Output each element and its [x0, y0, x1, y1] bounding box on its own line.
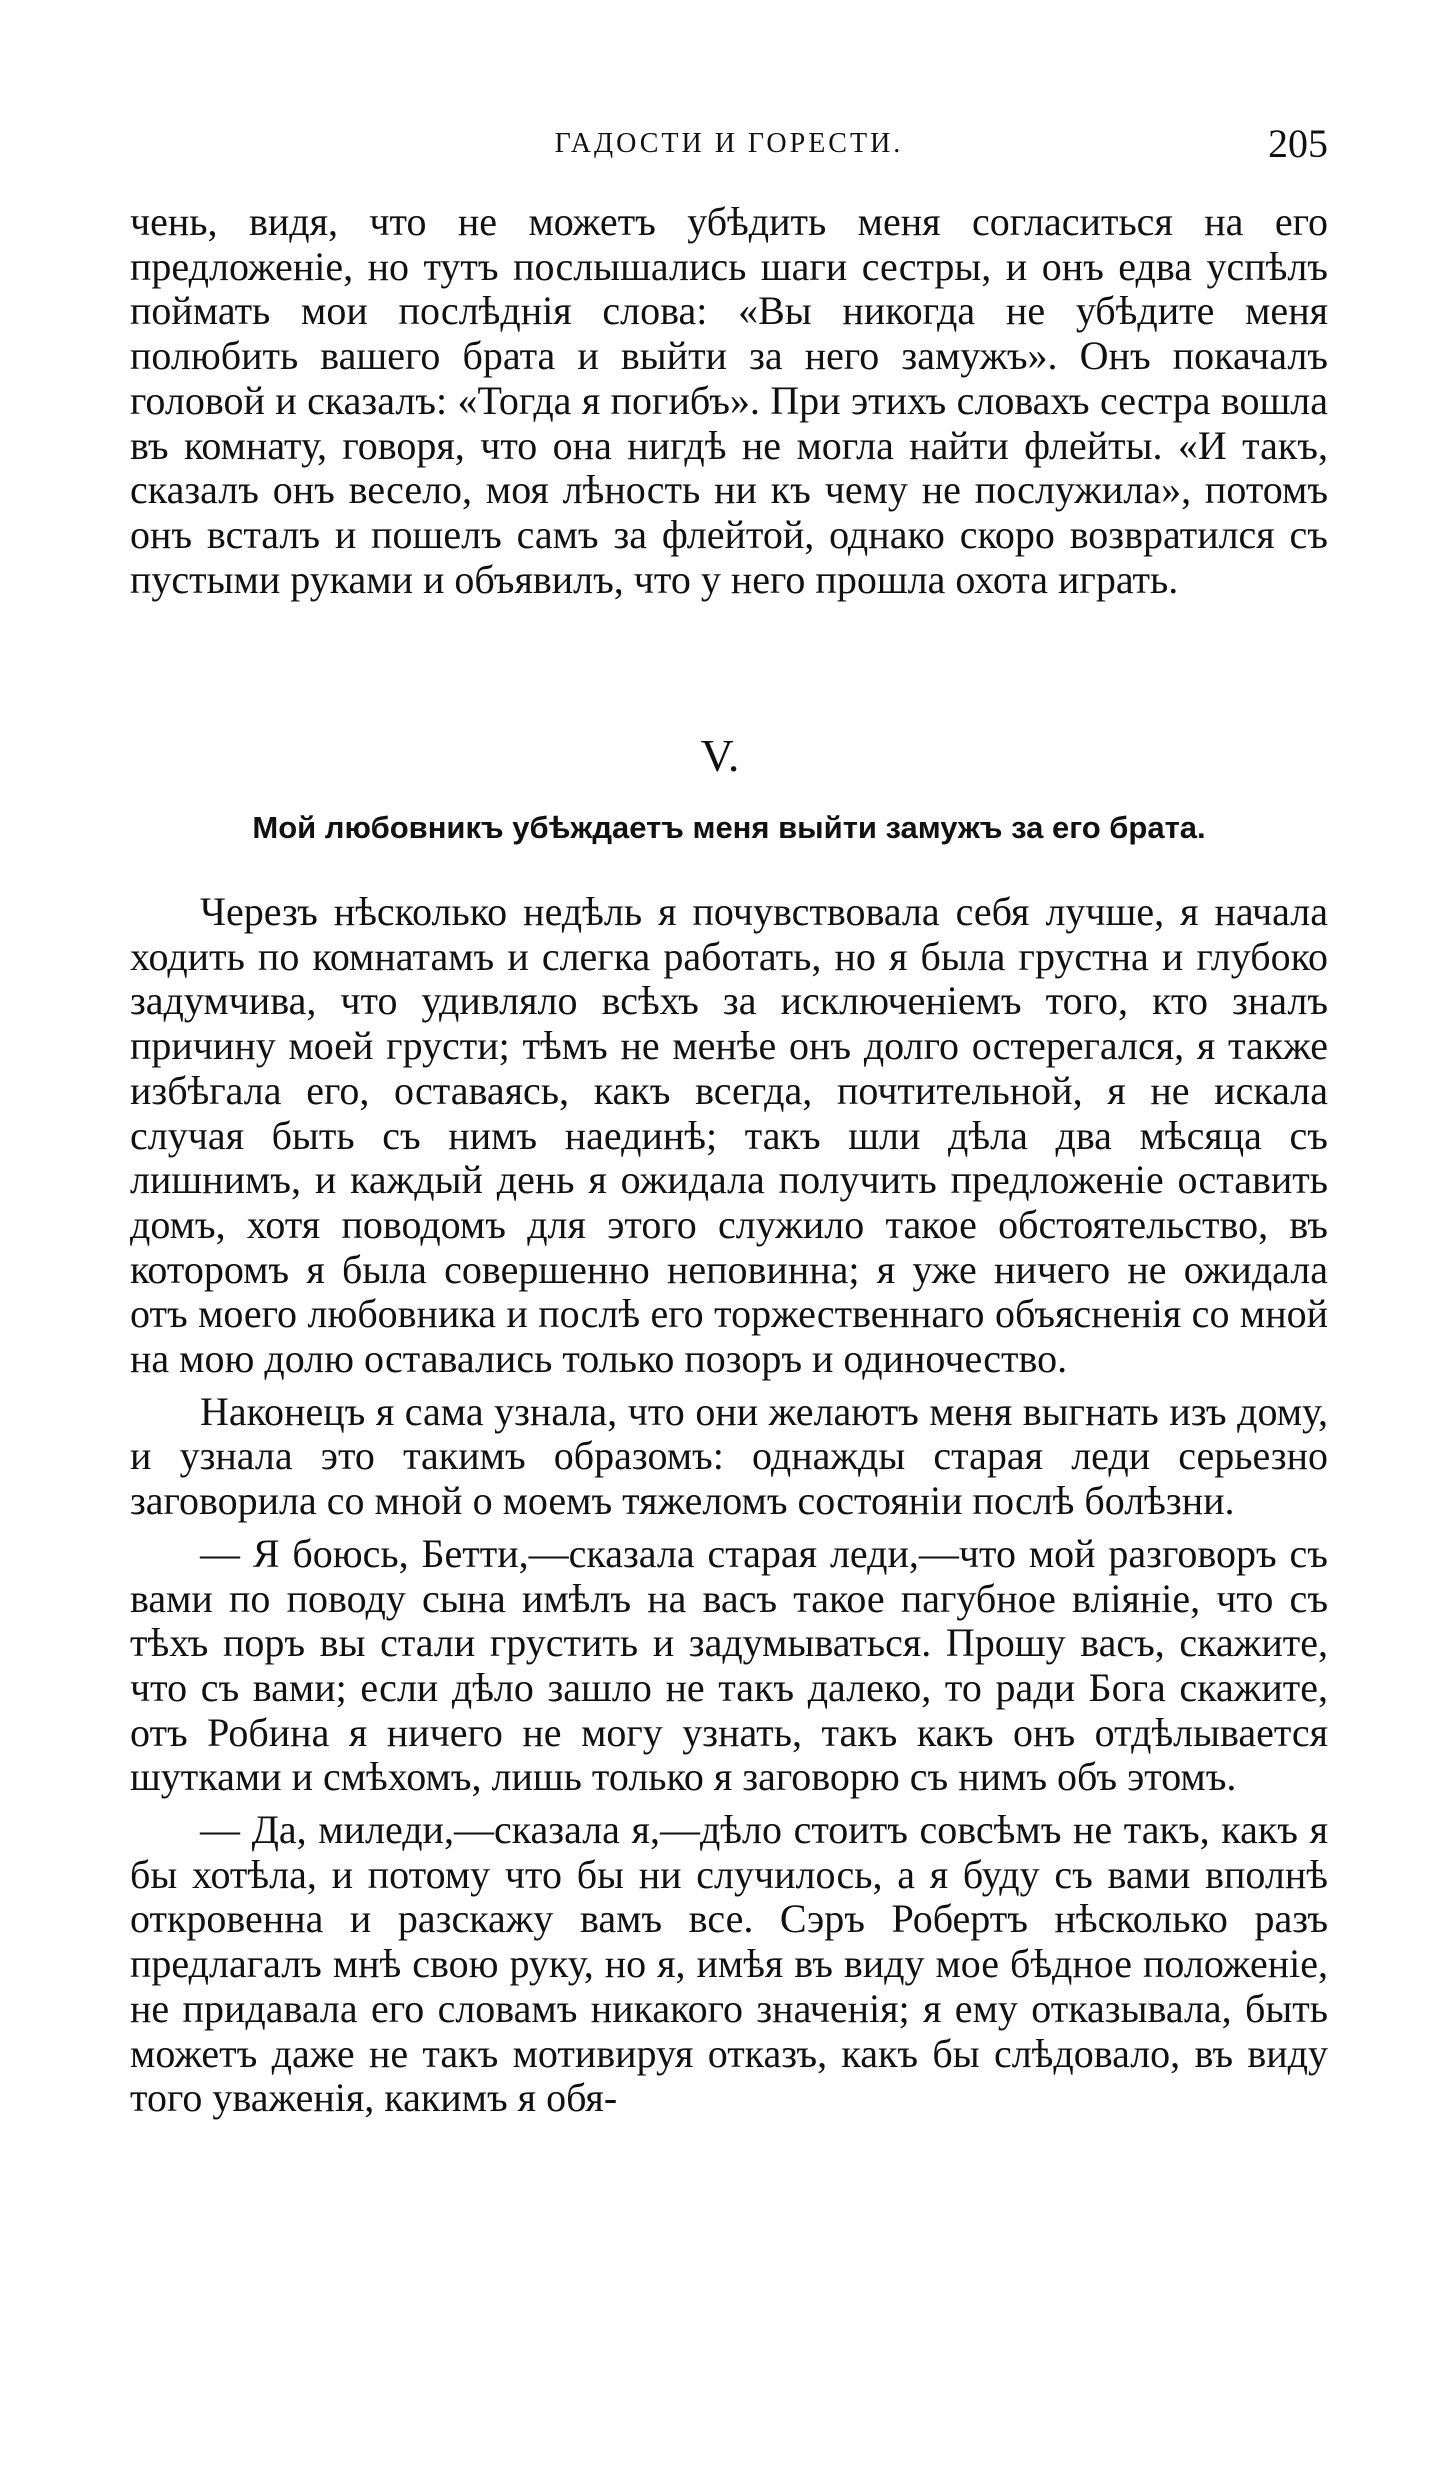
- chapter-title: Мой любовникъ убѣждаетъ меня выйти замужъ за его брата.: [252, 810, 1206, 845]
- running-header: [130, 122, 1328, 166]
- paragraph: — Да, миледи,—сказала я,—дѣло стоитъ совсѣмъ не такъ, какъ я бы хотѣла, и потому что бы ни случилось, а я буду съ вами вполнѣ откровенна и разскажу вамъ все. Сэръ Робертъ нѣсколько разъ предлагалъ мнѣ свою руку, но я, имѣя въ виду мое бѣдное положеніе, не придавала его словамъ никакого значенія; я ему отказывала, быть можетъ даже не такъ мотивируя отказъ, какъ бы слѣдовало, въ виду того уваженія, какимъ я обя-: [130, 1807, 1328, 2121]
- text-block-continuation: [130, 200, 1328, 602]
- paragraph: Черезъ нѣсколько недѣль я почувствовала себя лучше, я начала ходить по комнатамъ и слегка работать, но я была грустна и глубоко задумчива, что удивляло всѣхъ за исключеніемъ того, кто зналъ причину моей грусти; тѣмъ не менѣе онъ долго остерегался, я также избѣгала его, оставаясь, какъ всегда, почтительной, я не искала случая быть съ нимъ наединѣ; такъ шли дѣла два мѣсяца съ лишнимъ, и каждый день я ожидала получить предложеніе оставить домъ, хотя поводомъ для этого служило такое обстоятельство, въ которомъ я была совершенно неповинна; я уже ничего не ожидала отъ моего любовника и послѣ его торжественнаго объясненія со мной на мою долю оставались только позоръ и одиночество.: [130, 889, 1328, 1382]
- chapter-number: V.: [700, 730, 740, 781]
- text-block-chapter: [130, 890, 1328, 2129]
- page-number: 205: [1268, 121, 1328, 166]
- paragraph: Наконецъ я сама узнала, что они желаютъ меня выгнать изъ дому, и узнала это такимъ образомъ: однажды старая леди серьезно заговорила со мной о моемъ тяжеломъ состояніи послѣ болѣзни.: [130, 1388, 1328, 1524]
- running-title: ГАДОСТИ И ГОРЕСТИ.: [554, 128, 904, 159]
- paragraph-continuation: чень, видя, что не можетъ убѣдить меня согласиться на его предложеніе, но тутъ послышались шаги сестры, и онъ едва успѣлъ поймать мои послѣднія слова: «Вы никогда не убѣдите меня полюбить вашего брата и выйти за него замужъ». Онъ покачалъ головой и сказалъ: «Тогда я погибъ». При этихъ словахъ сестра вошла въ комнату, говоря, что она нигдѣ не могла найти флейты. «И такъ, сказалъ онъ весело, моя лѣность ни къ чему не послужила», потомъ онъ всталъ и пошелъ самъ за флейтой, однако скоро возвратился съ пустыми руками и объявилъ, что у него прошла охота играть.: [130, 199, 1328, 602]
- paragraph: — Я боюсь, Бетти,—сказала старая леди,—что мой разговоръ съ вами по поводу сына имѣлъ на васъ такое пагубное вліяніе, что съ тѣхъ поръ вы стали грустить и задумываться. Прошу васъ, скажите, что съ вами; если дѣло зашло не такъ далеко, то ради Бога скажите, отъ Робина я ничего не могу узнать, такъ какъ онъ отдѣлывается шутками и смѣхомъ, лишь только я заговорю съ нимъ объ этомъ.: [130, 1530, 1328, 1800]
